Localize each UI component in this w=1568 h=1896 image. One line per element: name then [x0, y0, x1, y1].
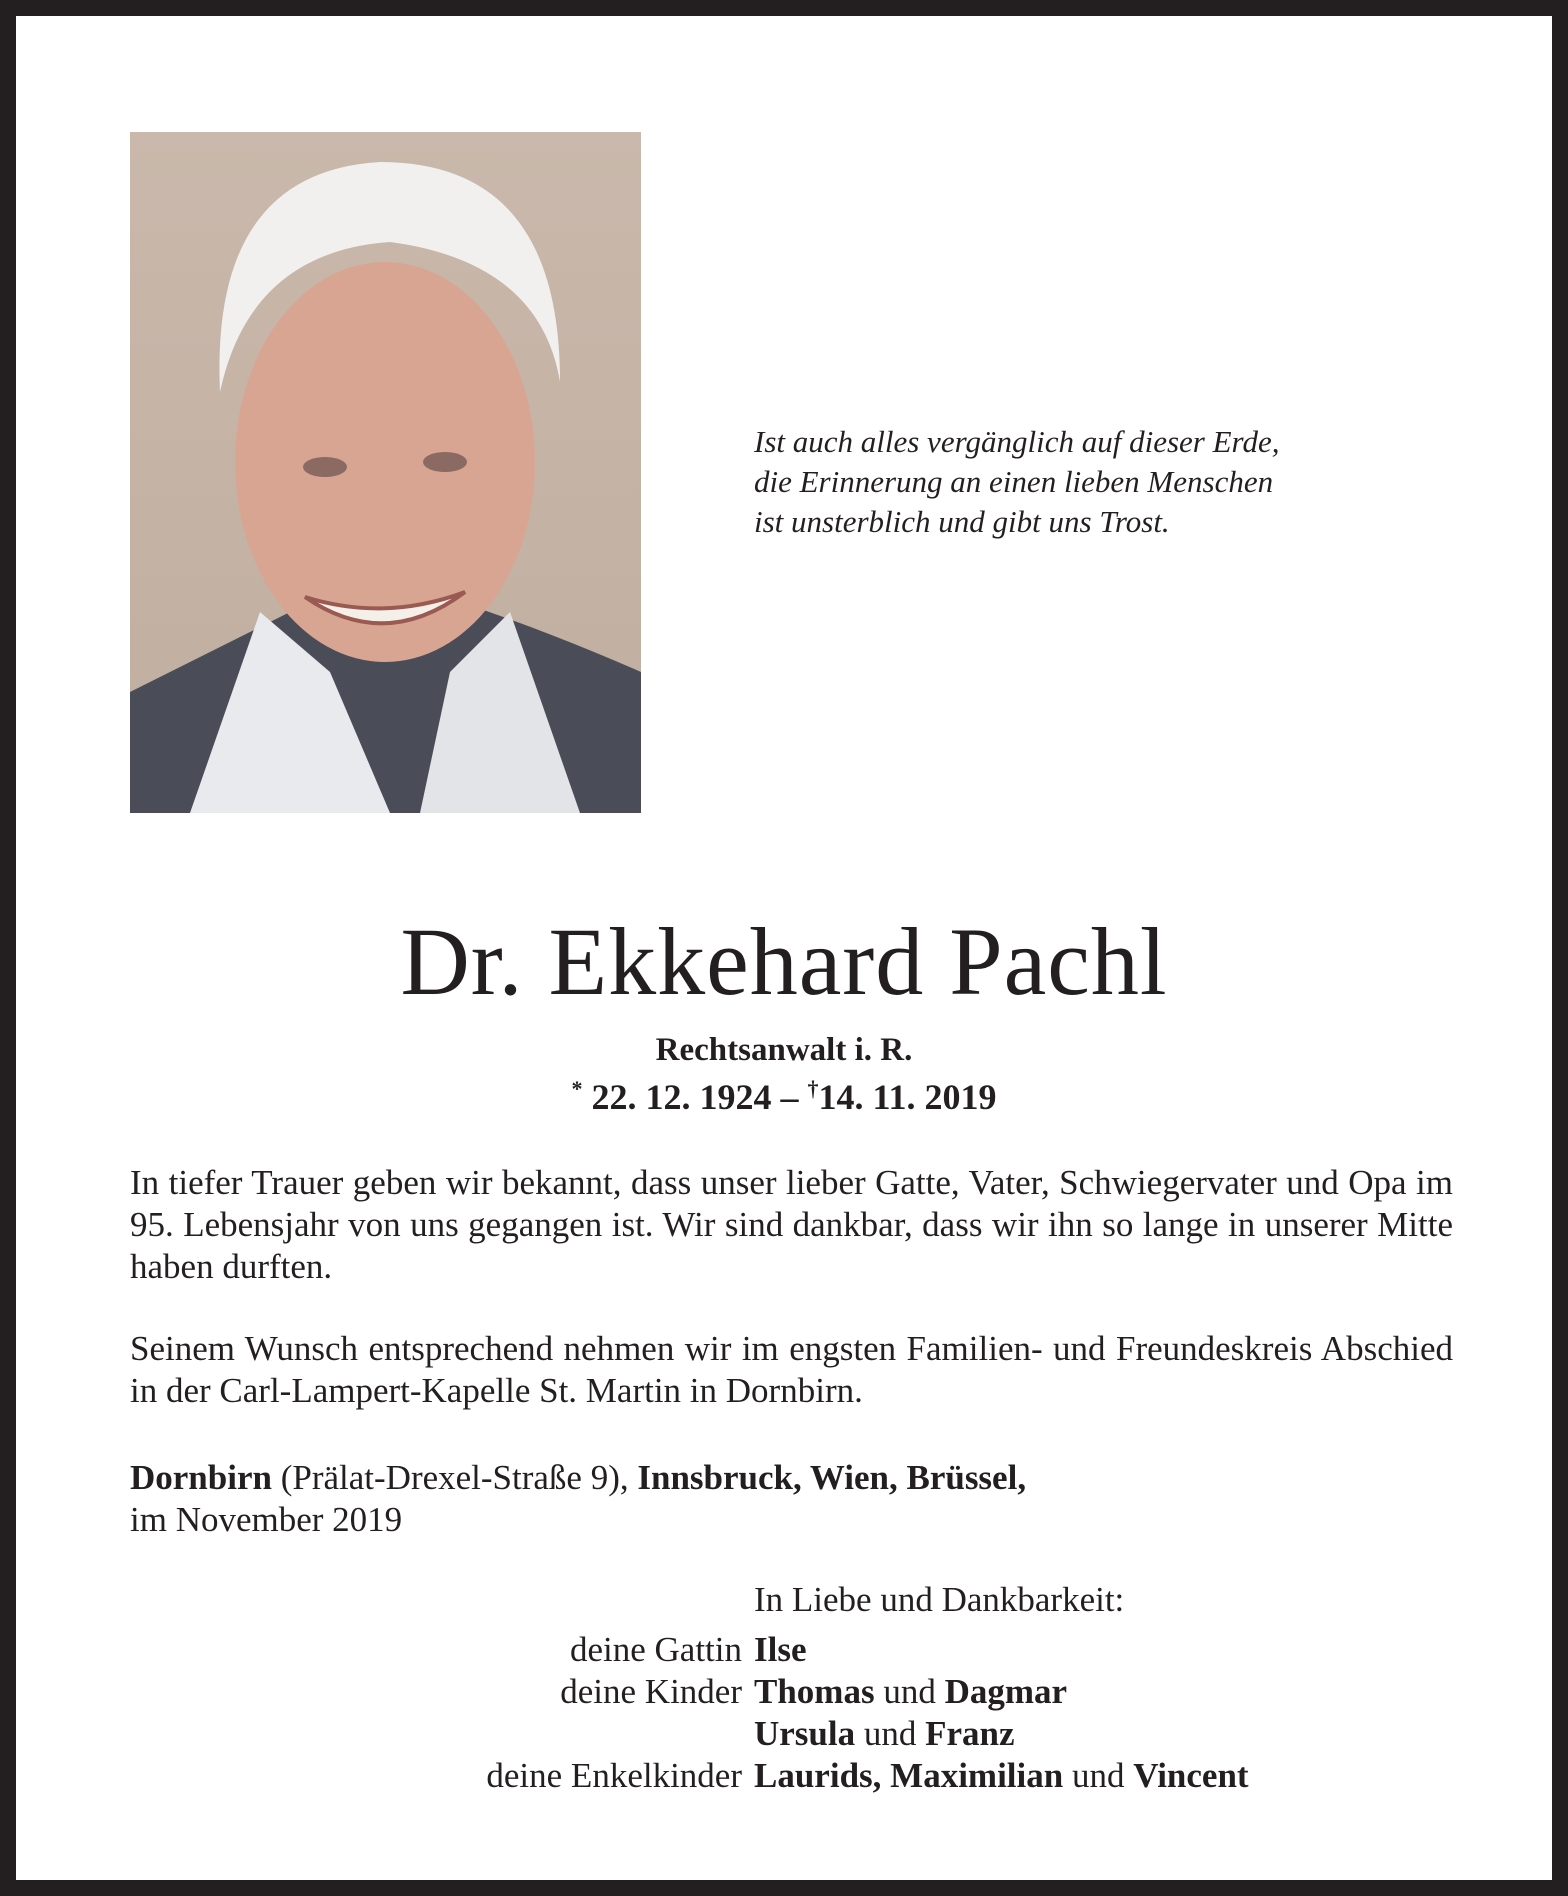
family-name: Ursula	[754, 1714, 856, 1753]
quote-line: Ist auch alles vergänglich auf dieser Erde,	[754, 424, 1280, 459]
life-dates	[16, 1076, 1552, 1118]
place-city: Dornbirn	[130, 1458, 272, 1497]
birth-symbol: *	[571, 1076, 583, 1101]
profession-title: Rechtsanwalt i. R.	[655, 1032, 913, 1068]
family-row	[16, 1714, 1552, 1756]
place-date-text: im November 2019	[130, 1500, 403, 1539]
deceased-name: Dr. Ekkehard Pachl	[400, 908, 1168, 1015]
quote-line: die Erinnerung an einen lieben Menschen	[754, 464, 1274, 499]
family-row	[16, 1630, 1552, 1672]
family-label: deine Enkelkinder	[486, 1756, 742, 1795]
family-list	[16, 1630, 1552, 1798]
obituary-page	[16, 16, 1552, 1880]
family-name: Vincent	[1133, 1756, 1249, 1795]
death-date: 14. 11. 2019	[818, 1077, 997, 1117]
family-label: deine Gattin	[569, 1630, 742, 1669]
birth-date: 22. 12. 1924	[591, 1077, 772, 1117]
portrait-photo	[130, 132, 641, 813]
family-name: Thomas	[754, 1672, 875, 1711]
family-name: Dagmar	[944, 1672, 1068, 1711]
joiner: und	[1063, 1756, 1134, 1795]
farewell-paragraph: Seinem Wunsch entsprechend nehmen wir im engsten Familien- und Freundeskreis Abschied in der Carl-Lampert-Kapelle St. Martin in Dornbirn.	[130, 1329, 1453, 1410]
place-others: Innsbruck, Wien, Brüssel,	[637, 1458, 1027, 1497]
family-name: Ilse	[754, 1630, 807, 1669]
closing-line: In Liebe und Dankbarkeit:	[754, 1580, 1125, 1619]
family-name: Laurids, Maximilian	[754, 1756, 1064, 1795]
memorial-quote	[754, 422, 1279, 542]
joiner: und	[874, 1672, 945, 1711]
joiner: und	[855, 1714, 926, 1753]
death-symbol: †	[807, 1076, 819, 1101]
announcement-paragraph: In tiefer Trauer geben wir bekannt, dass unser lieber Gatte, Vater, Schwiegervater und Opa im 95. Lebensjahr von uns gegangen ist. Wir sind dankbar, dass wir ihn so lange in unserer Mitte haben durften.	[130, 1163, 1453, 1286]
quote-line: ist unsterblich und gibt uns Trost.	[754, 504, 1170, 539]
place-date	[130, 1457, 1453, 1541]
place-address: (Prälat-Drexel-Straße 9),	[271, 1458, 638, 1497]
family-row	[16, 1756, 1552, 1798]
family-label: deine Kinder	[560, 1672, 742, 1711]
date-separator: –	[771, 1077, 808, 1117]
family-name: Franz	[925, 1714, 1015, 1753]
family-row	[16, 1672, 1552, 1714]
